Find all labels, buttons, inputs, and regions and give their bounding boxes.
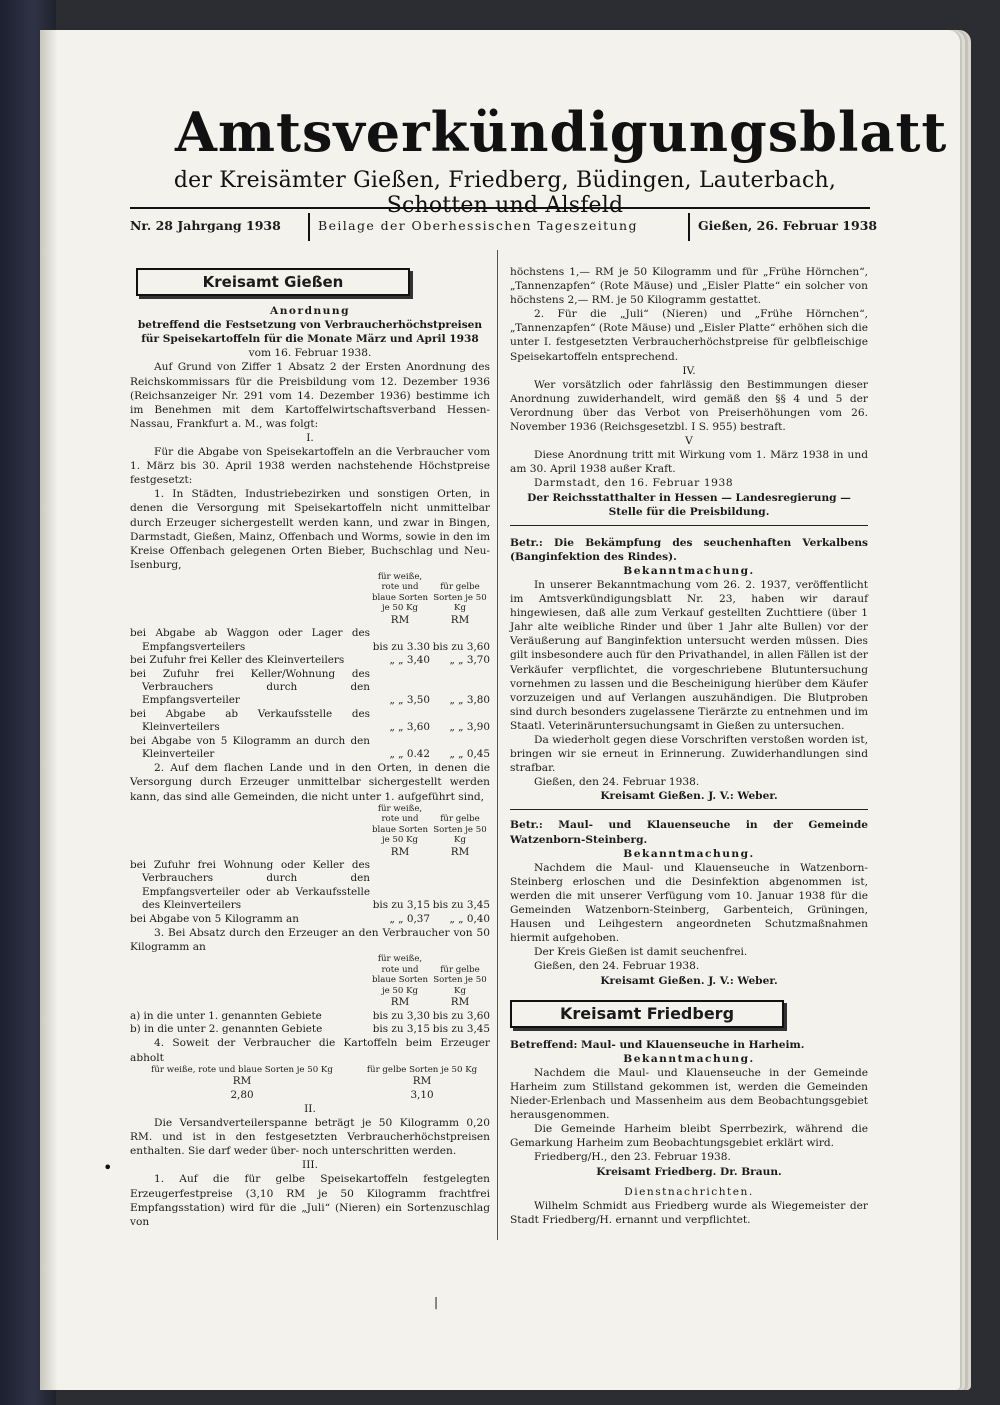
section-number: III. [302,1159,318,1172]
page-fold-shadow [40,30,58,1390]
row-value: bis zu 3,45 [432,1023,490,1036]
issue-number: Nr. 28 Jahrgang 1938 [130,218,281,233]
section-number: I. [306,431,314,444]
row-value: „ „ 3,90 [449,721,490,734]
row-value: bis zu 3,60 [432,640,490,653]
place-date: Gießen, den 24. Februar 1938. [534,960,700,973]
right-column [510,265,868,1227]
order-paragraph: Wer vorsätzlich oder fahrlässig den Bestimmungen dieser Anordnung zuwiderhandelt, wird gemäß den §§ 4 und 5 der Verordnung über das Verbot von Preiserhöhungen vom 26. November 1936 (Reichsgesetzbl. I S. 955) bestraft. [510,378,868,434]
currency-label: RM [450,613,470,626]
notice-subject: Betr.: Die Bekämpfung des seuchenhaften Verkalbens (Banginfektion des Rindes). [510,536,868,563]
currency-label: RM [390,845,410,858]
notice-subject: Betreffend: Maul- und Klauenseuche in Harheim. [510,1038,805,1051]
order-paragraph: 2. Auf dem flachen Lande und in den Orten, in denen die Versorgung durch Erzeuger unmittelbar sichergestellt werden kann, das sind alle Gemeinden, die nicht unter 1. aufgeführt sind, [130,762,490,803]
row-label: a) in die unter 1. genannten Gebiete [130,1009,322,1022]
table-row [130,1023,490,1036]
row-value: bis zu 3.30 [372,640,430,653]
row-value: 3,10 [410,1088,434,1101]
table-row [130,859,490,913]
left-column [130,262,490,1229]
notice-signature: Kreisamt Gießen. J. V.: Weber. [510,789,868,810]
row-label: bei Abgabe ab Waggon oder Lager des Empfangsverteilers [130,627,370,653]
row-value: bis zu 3,15 [372,899,430,912]
column-header-yellow: für gelbe Sorten je 50 Kg [433,964,487,996]
order-date: vom 16. Februar 1938. [248,347,372,360]
row-value: bis zu 3,15 [372,1023,430,1036]
place-date: Gießen, den 24. Februar 1938. [534,776,700,789]
row-label: bei Abgabe von 5 Kilogramm an durch den Kleinverteiler [130,734,370,760]
section-header-friedberg: Kreisamt Friedberg [510,1000,784,1028]
order-paragraph: höchstens 1,— RM je 50 Kilogramm und für „Frühe Hörnchen“, „Tannenzapfen“ (Rote Mäuse) und „Eisler Platte“ ein solcher von höchstens 2,— RM. je 50 Kilogramm gestattet. [510,266,868,307]
price-table-4 [130,1065,490,1102]
row-label: bei Zufuhr frei Keller/Wohnung des Verbrauchers durch den Empfangsverteiler [130,667,370,707]
table-row [130,735,490,762]
row-value: „ „ 3,40 [389,654,430,667]
order-intro: Auf Grund von Ziffer 1 Absatz 2 der Ersten Anordnung des Reichskommissars für die Preisbildung vom 12. Dezember 1936 (Reichsanzeiger Nr. 291 vom 14. Dezember 1936) bestimme ich im Benehmen mit dem Kartoffelwirtschaftsverband Hessen-Nassau, Frankfurt a. M., was folgt: [130,361,490,430]
currency-label: RM [390,996,410,1009]
masthead-title: Amtsverkündigungsblatt [175,100,948,164]
price-table-3 [130,954,490,1036]
section-number: II. [304,1102,316,1115]
issue-info-bar [130,207,878,239]
price-table-1 [130,572,490,761]
order-paragraph: Diese Anordnung tritt mit Wirkung vom 1. März 1938 in und am 30. April 1938 außer Kraft. [510,449,868,476]
row-label: b) in die unter 2. genannten Gebiete [130,1023,323,1036]
order-subtitle: für Speisekartoffeln für die Monate März und April 1938 [141,333,479,346]
table-row [130,668,490,708]
notice-subject: Betr.: Maul- und Klauenseuche in der Gemeinde Watzenborn-Steinberg. [510,819,868,846]
row-value: „ „ 3,80 [449,694,490,707]
column-header-red: für weiße, rote und blaue Sorten je 50 Kg [372,803,428,846]
issue-dateline: Gießen, 26. Februar 1938 [698,218,878,233]
row-value: „ „ 0,37 [389,912,430,925]
margin-tick: | [434,1295,439,1309]
table-row [130,627,490,654]
row-label: bei Zufuhr frei Keller des Kleinverteilers [130,654,345,667]
table-row [130,708,490,735]
row-value: „ „ 3,70 [449,654,490,667]
row-value: „ „ 0,40 [449,912,490,925]
row-value: „ „ 3,60 [389,721,430,734]
currency-label: RM [412,1075,432,1088]
row-value: „ „ 0.42 [389,747,430,760]
order-title: Anordnung [270,305,350,318]
order-paragraph: Für die Abgabe von Speisekartoffeln an die Verbraucher vom 1. März bis 30. April 1938 werden nachstehende Höchstpreise festgesetzt: [130,446,490,487]
notice-heading: Bekanntmachung. [623,564,755,577]
row-label: bei Abgabe von 5 Kilogramm an [130,912,299,925]
order-paragraph: 1. Auf die für gelbe Speisekartoffeln festgelegten Erzeugerfestpreise (3,10 RM je 50 Kilogramm frachtfrei Empfangsstation) wird für die „Juli“ (Nieren) ein Sortenzuschlag von [130,1173,490,1228]
row-value: bis zu 3,60 [432,1009,490,1022]
column-header-red: für weiße, rote und blaue Sorten je 50 Kg [372,571,428,614]
issuing-authority: Stelle für die Preisbildung. [510,505,868,526]
service-news-text: Wilhelm Schmidt aus Friedberg wurde als Wiegemeister der Stadt Friedberg/H. ernannt und verpflichtet. [510,1199,868,1226]
row-value: bis zu 3,30 [372,1009,430,1022]
row-value: 2,80 [230,1088,254,1101]
place-date: Friedberg/H., den 23. Februar 1938. [534,1151,731,1164]
column-header-red: für weiße, rote und blaue Sorten je 50 Kg [372,954,428,996]
service-news-heading: Dienstnachrichten. [624,1185,754,1198]
column-rule [497,250,498,1240]
price-table-2 [130,804,490,926]
masthead-subtitle: der Kreisämter Gießen, Friedberg, Büdingen, Lauterbach, Schotten und Alsfeld [173,168,837,218]
currency-label: RM [450,845,470,858]
section-header-giessen: Kreisamt Gießen [136,268,410,296]
table-row [130,1089,490,1102]
section-number: V [685,435,693,448]
issuing-authority: Der Reichsstatthalter in Hessen — Landesregierung — [527,491,851,504]
table-row [130,1010,490,1023]
order-subtitle: betreffend die Festsetzung von Verbraucherhöchstpreisen [137,319,483,332]
row-value: „ „ 3,50 [389,694,430,707]
info-divider [308,213,310,241]
order-paragraph: 4. Soweit der Verbraucher die Kartoffeln beim Erzeuger abholt [130,1037,490,1064]
notice-text: In unserer Bekanntmachung vom 26. 2. 1937, veröffentlicht im Amtsverkündigungsblatt Nr. 23, haben wir darauf hingewiesen, daß alle zum Verkauf gestellten Zuchttiere (über 1 Jahr alte weibliche Rinder und über 1 Jahr alte Bullen) vor der Veräußerung auf Banginfektion untersucht werden müssen. Dies gilt insbesondere auch für den Privathandel, in allen Fällen ist der Verkäufer verpflichtet, die vorgeschriebene Blutuntersuchung vornehmen zu lassen und die Bescheinigung hierüber dem Käufer vorzuzeigen und auf Verlangen auszuhändigen. Die Blutproben sind durch besonders zugelassene Tierärzte zu entnehmen und im Staatl. Veterinäruntersuchungsamt in Gießen zu untersuchen. [510,578,868,732]
order-paragraph: 3. Bei Absatz durch den Erzeuger an den Verbraucher von 50 Kilogramm an [130,927,490,954]
row-value: „ „ 0,45 [449,747,490,760]
row-label: bei Abgabe ab Verkaufsstelle des Kleinverteilers [130,707,370,734]
order-paragraph: 2. Für die „Juli“ (Nieren) und „Frühe Hörnchen“, „Tannenzapfen“ (Rote Mäuse) und „Eisler Platte“ erhöhen sich die unter I. festgesetzten Verbraucherhöchstpreise für gelbfleischige Speisekartoffeln entsprechend. [510,308,868,363]
margin-dot: • [103,1158,113,1177]
order-paragraph: 1. In Städten, Industriebezirken und sonstigen Orten, in denen die Versorgung mit Speisekartoffeln nicht unmittelbar durch Erzeuger sichergestellt werden kann, und zwar in Bingen, Darmstadt, Gießen, Mainz, Offenbach und Worms, sowie in den im Kreise Offenbach gelegenen Orten Bieber, Buchschlag und Neu-Isenburg, [130,488,490,571]
currency-label: RM [390,613,410,626]
notice-signature: Kreisamt Friedberg. Dr. Braun. [596,1165,782,1178]
currency-label: RM [450,996,470,1009]
row-label: bei Zufuhr frei Wohnung oder Keller des Verbrauchers durch den Empfangsverteiler oder ab Verkaufsstelle des Kleinverteilers [130,859,370,912]
notice-heading: Bekanntmachung. [623,1052,755,1065]
notice-text: Die Gemeinde Harheim bleibt Sperrbezirk, während die Gemarkung Harheim zum Beobachtungsgebiet erklärt wird. [510,1123,868,1150]
column-header-yellow: für gelbe Sorten je 50 Kg [433,814,487,846]
column-header-yellow: für gelbe Sorten je 50 Kg [366,1064,478,1075]
supplement-note: Beilage der Oberhessischen Tageszeitung [318,218,638,233]
table-row [130,913,490,926]
table-row [130,654,490,667]
currency-label: RM [232,1075,252,1088]
column-header-yellow: für gelbe Sorten je 50 Kg [433,582,487,614]
place-date: Darmstadt, den 16. Februar 1938 [534,477,734,490]
notice-heading: Bekanntmachung. [623,847,755,860]
notice-signature: Kreisamt Gießen. J. V.: Weber. [600,974,778,987]
column-header-red: für weiße, rote und blaue Sorten je 50 Kg [151,1064,333,1075]
notice-text: Da wiederholt gegen diese Vorschriften verstoßen worden ist, bringen wir sie erneut in Erinnerung. Zuwiderhandlungen sind strafbar. [510,734,868,775]
notice-text: Nachdem die Maul- und Klauenseuche in der Gemeinde Harheim zum Stillstand gekommen ist, werden die Gemeinden Nieder-Erlenbach und Massenheim aus dem Beobachtungsgebiet herausgenommen. [510,1066,868,1122]
notice-text: Der Kreis Gießen ist damit seuchenfrei. [534,946,748,959]
notice-text: Nachdem die Maul- und Klauenseuche in Watzenborn-Steinberg erloschen und die Desinfektion abgenommen ist, werden die mit unserer Verfügung vom 10. Januar 1938 für die Gemeinden Watzenborn-Steinberg, Garbenteich, Grüningen, Hausen und Leihgestern angeordneten Schutzmaßnahmen hiermit aufgehoben. [510,861,868,945]
info-divider [688,213,690,241]
row-value: bis zu 3,45 [432,899,490,912]
order-paragraph: Die Versandverteilerspanne beträgt je 50 Kilogramm 0,20 RM. und ist in den festgesetzten Verbraucherhöchstpreisen enthalten. Sie darf weder über- noch unterschritten werden. [130,1117,490,1158]
section-number: IV. [682,364,696,377]
